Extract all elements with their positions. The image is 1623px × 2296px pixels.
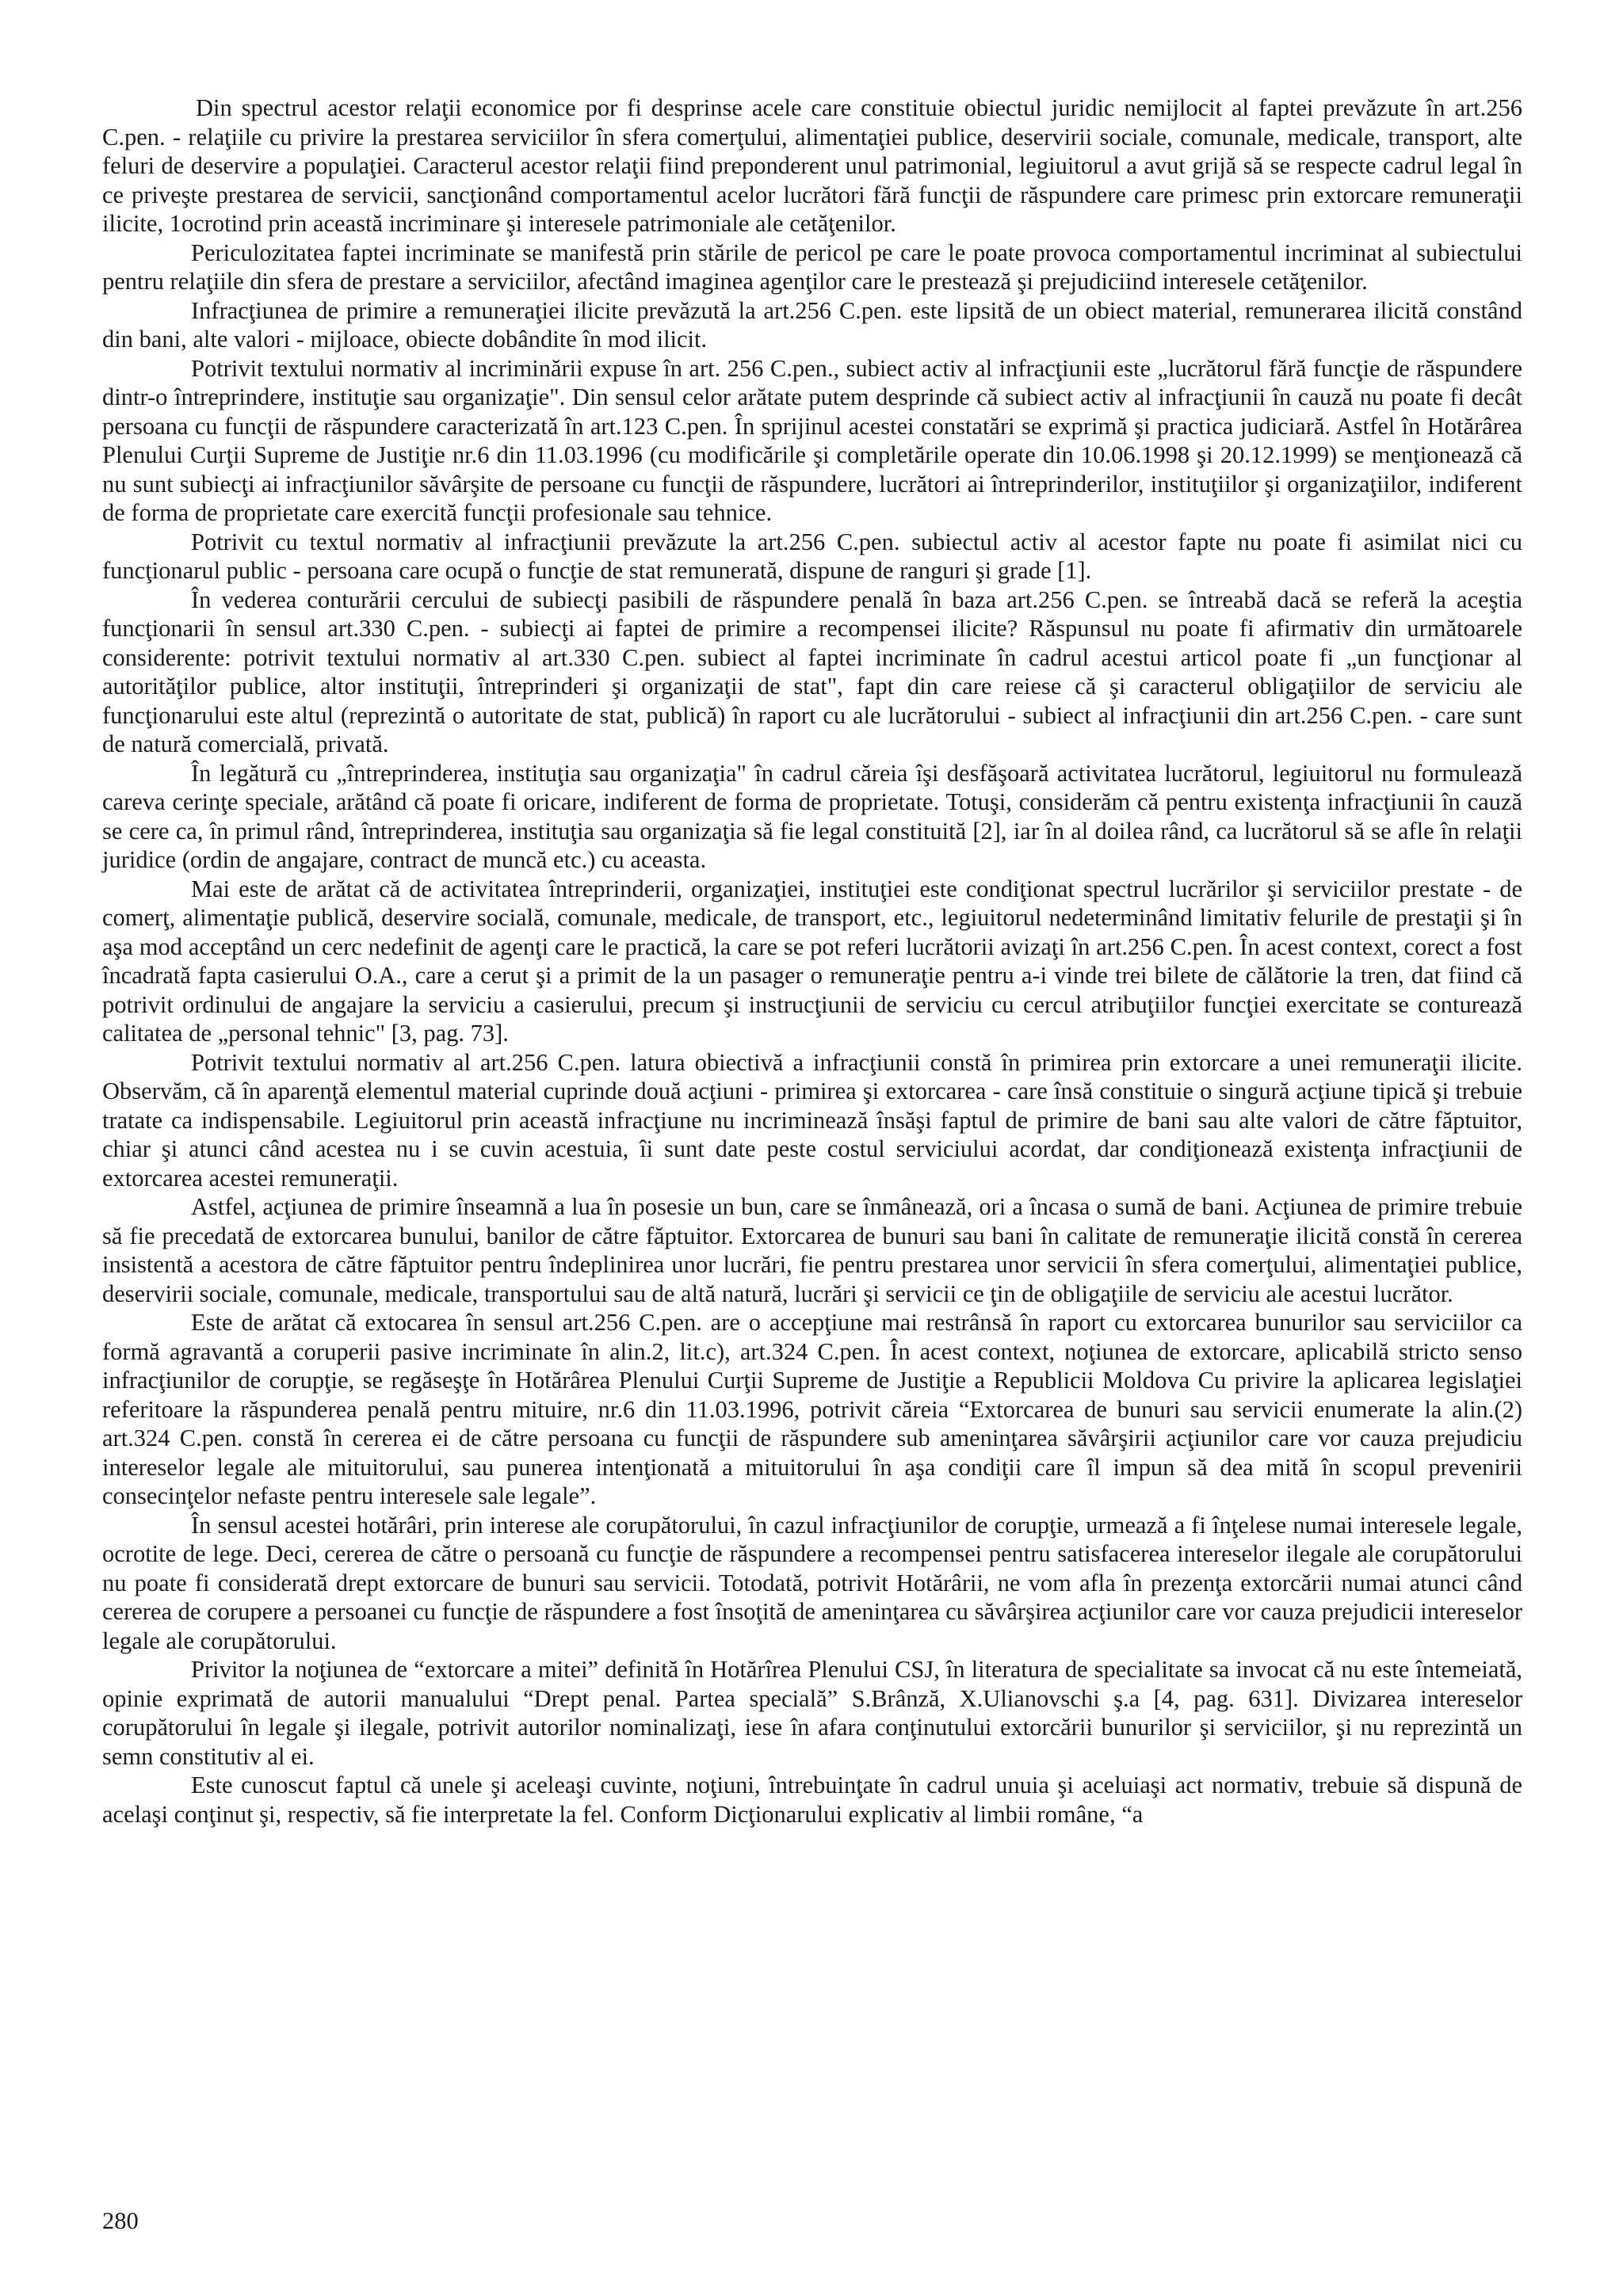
paragraph: Este de arătat că extocarea în sensul art.256 C.pen. are o accepţiune mai restrânsă în raport cu extorcarea bunurilor sau serviciilor ca formă agravantă a coruperii pasive incriminate în alin.2, lit.c), art.324 C.pen. În acest context, noţiunea de extorcare, aplicabilă stricto senso infracţiunilor de corupţie, se regăseşţe în Hotărârea Plenului Curţii Supreme de Justiţie a Republicii Moldova Cu privire la aplicarea legislaţiei referitoare la răspunderea penală pentru mituire, nr.6 din 11.03.1996, potrivit căreia “Extorcarea de bunuri sau servicii enumerate la alin.(2) art.324 C.pen. constă în cererea ei de către persoana cu funcţii de răspundere sub ameninţarea săvârşirii acţiunilor care vor cauza prejudiciu intereselor legale ale mituitorului, sau punerea intenţionată a mituitorului în aşa condiţii care îl impun să dea mită în scopul prevenirii consecinţelor nefaste pentru interesele sale legale”.	[102, 1309, 1522, 1509]
paragraph: Periculozitatea faptei incriminate se manifestă prin stările de pericol pe care le poate provoca comportamentul incriminat al subiectului pentru relaţiile din sfera de prestare a serviciilor, afectând imaginea agenţilor care le prestează şi prejudiciind interesele cetăţenilor.	[102, 238, 1522, 295]
paragraph: Astfel, acţiunea de primire înseamnă a lua în posesie un bun, care se înmânează, ori a încasa o sumă de bani. Acţiunea de primire trebuie să fie precedată de extorcarea bunului, banilor de către făptuitor. Extorcarea de bunuri sau bani în calitate de remuneraţie ilicită constă în cererea insistentă a acestora de către făptuitor pentru îndeplinirea unor lucrări, fie pentru prestarea unor servicii în sfera comerţului, alimentaţiei publice, deservirii sociale, comunale, medicale, transportului sau de altă natură, lucrări şi servicii ce ţin de obligaţiile de serviciu ale acestui lucrător.	[102, 1193, 1522, 1307]
page-number: 280	[102, 2207, 139, 2234]
paragraph: Din spectrul acestor relaţii economice por fi desprinse acele care constituie obiectul juridic nemijlocit al faptei prevăzute în art.256 C.pen. - relaţiile cu privire la prestarea serviciilor în sfera comerţului, alimentaţiei publice, deservirii sociale, comunale, medicale, transport, alte feluri de deservire a populaţiei. Caracterul acestor relaţii fiind preponderent unul patrimonial, legiuitorul a avut grijă să se respecte cadrul legal în ce priveşte prestarea de servicii, sancţionând comportamentul acelor lucrători fără funcţii de răspundere care primesc prin extorcare remuneraţii ilicite, 1ocrotind prin această incriminare şi interesele patrimoniale ale cetăţenilor.	[102, 94, 1522, 237]
paragraph: Potrivit textului normativ al incriminării expuse în art. 256 C.pen., subiect activ al infracţiunii este „lucrătorul fără funcţie de răspundere dintr-o întreprindere, instituţie sau organizaţie". Din sensul celor arătate putem desprinde că subiect activ al infracţiunii în cauză nu poate fi decât persoana cu funcţii de răspundere caracterizată în art.123 C.pen. În sprijinul acestei constatări se exprimă şi practica judiciară. Astfel în Hotărârea Plenului Curţii Supreme de Justiţie nr.6 din 11.03.1996 (cu modificările şi completările operate din 10.06.1998 şi 20.12.1999) se menţionează că nu sunt subiecţi ai infracţiunilor săvârşite de persoane cu funcţii de răspundere, lucrători ai întreprinderilor, instituţiilor şi organizaţiilor, indiferent de forma de proprietate care exercită funcţii profesionale sau tehnice.	[102, 354, 1522, 526]
paragraph: Potrivit textului normativ al art.256 C.pen. latura obiectivă a infracţiunii constă în primirea prin extorcare a unei remuneraţii ilicite. Observăm, că în aparenţă elementul material cuprinde două acţiuni - primirea şi extorcarea - care însă constituie o singură acţiune tipică şi trebuie tratate ca indispensabile. Legiuitorul prin această infracţiune nu incriminează însăşi faptul de primire de bani sau alte valori de către făptuitor, chiar şi atunci când acestea nu i se cuvin acestuia, îi sunt date peste costul serviciului acordat, dar condiţionează existenţa infracţiunii de extorcarea acestei remuneraţii.	[102, 1048, 1522, 1192]
paragraph: Mai este de arătat că de activitatea întreprinderii, organizaţiei, instituţiei este condiţionat spectrul lucrărilor şi serviciilor prestate - de comerţ, alimentaţie publică, deservire socială, comunale, medicale, de transport, etc., legiuitorul nedeterminând limitativ felurile de prestaţii şi în aşa mod acceptând un cerc nedefinit de agenţi care le practică, la care se pot referi lucrătorii avizaţi în art.256 C.pen. În acest context, corect a fost încadrată fapta casierului O.A., care a cerut şi a primit de la un pasager o remuneraţie pentru a-i vinde trei bilete de călătorie la tren, dat fiind că potrivit ordinului de angajare la serviciu a casierului, precum şi instrucţiunii de serviciu cu cercul atribuţiilor funcţiei exercitate se conturează calitatea de „personal tehnic" [3, pag. 73].	[102, 875, 1522, 1047]
paragraph: Este cunoscut faptul că unele şi aceleaşi cuvinte, noţiuni, întrebuinţate în cadrul unuia şi aceluiaşi act normativ, trebuie să dispună de acelaşi conţinut şi, respectiv, să fie interpretate la fel. Conform Dicţionarului explicativ al limbii române, “a	[102, 1772, 1522, 1828]
paragraph: Privitor la noţiunea de “extorcare a mitei” definită în Hotărîrea Plenului CSJ, în literatura de specialitate sa invocat că nu este întemeiată, opinie exprimată de autorii manualului “Drept penal. Partea specială” S.Brânză, X.Ulianovschi ş.a [4, pag. 631]. Divizarea intereselor corupătorului în legale şi ilegale, potrivit autorilor nominalizaţi, iese în afara conţinutului extorcării bunurilor şi serviciilor, şi nu reprezintă un semn constitutiv al ei.	[102, 1656, 1522, 1770]
paragraph: În legătură cu „întreprinderea, instituţia sau organizaţia" în cadrul căreia îşi desfăşoară activitatea lucrătorul, legiuitorul nu formulează careva cerinţe speciale, arătând că poate fi oricare, indiferent de forma de proprietate. Totuşi, considerăm că pentru existenţa infracţiunii în cauză se cere ca, în primul rând, întreprinderea, instituţia sau organizaţia să fie legal constituită [2], iar în al doilea rând, ca lucrătorul să se afle în relaţii juridice (ordin de angajare, contract de muncă etc.) cu aceasta.	[102, 759, 1522, 873]
paragraph: Infracţiunea de primire a remuneraţiei ilicite prevăzută la art.256 C.pen. este lipsită de un obiect material, remunerarea ilicită constând din bani, alte valori - mijloace, obiecte dobândite în mod ilicit.	[102, 296, 1522, 353]
body-text	[102, 93, 1522, 1829]
paragraph: În sensul acestei hotărâri, prin interese ale corupătorului, în cazul infracţiunilor de corupţie, urmează a fi înţelese numai interesele legale, ocrotite de lege. Deci, cererea de către o persoană cu funcţie de răspundere a recompensei pentru satisfacerea intereselor ilegale ale corupătorului nu poate fi considerată drept extorcare de bunuri sau servicii. Totodată, potrivit Hotărârii, ne vom afla în prezenţa extorcării numai atunci când cererea de corupere a persoanei cu funcţie de răspundere a fost însoţită de ameninţarea cu săvârşirea acţiunilor care vor cauza prejudicii intereselor legale ale corupătorului.	[102, 1511, 1522, 1654]
paragraph: Potrivit cu textul normativ al infracţiunii prevăzute la art.256 C.pen. subiectul activ al acestor fapte nu poate fi asimilat nici cu funcţionarul public - persoana care ocupă o funcţie de stat remunerată, dispune de ranguri şi grade [1].	[102, 528, 1522, 584]
paragraph: În vederea conturării cercului de subiecţi pasibili de răspundere penală în baza art.256 C.pen. se întreabă dacă se referă la aceştia funcţionarii în sensul art.330 C.pen. - subiecţi ai faptei de primire a recompensei ilicite? Răspunsul nu poate fi afirmativ din următoarele considerente: potrivit textului normativ al art.330 C.pen. subiect al faptei incriminate în cadrul acestui articol poate fi „un funcţionar al autorităţilor publice, altor instituţii, întreprinderi şi organizaţii de stat", fapt din care reiese că şi caracterul obligaţiilor de serviciu ale funcţionarului este altul (reprezintă o autoritate de stat, publică) în raport cu ale lucrătorului - subiect al infracţiunii din art.256 C.pen. - care sunt de natură comercială, privată.	[102, 585, 1522, 757]
